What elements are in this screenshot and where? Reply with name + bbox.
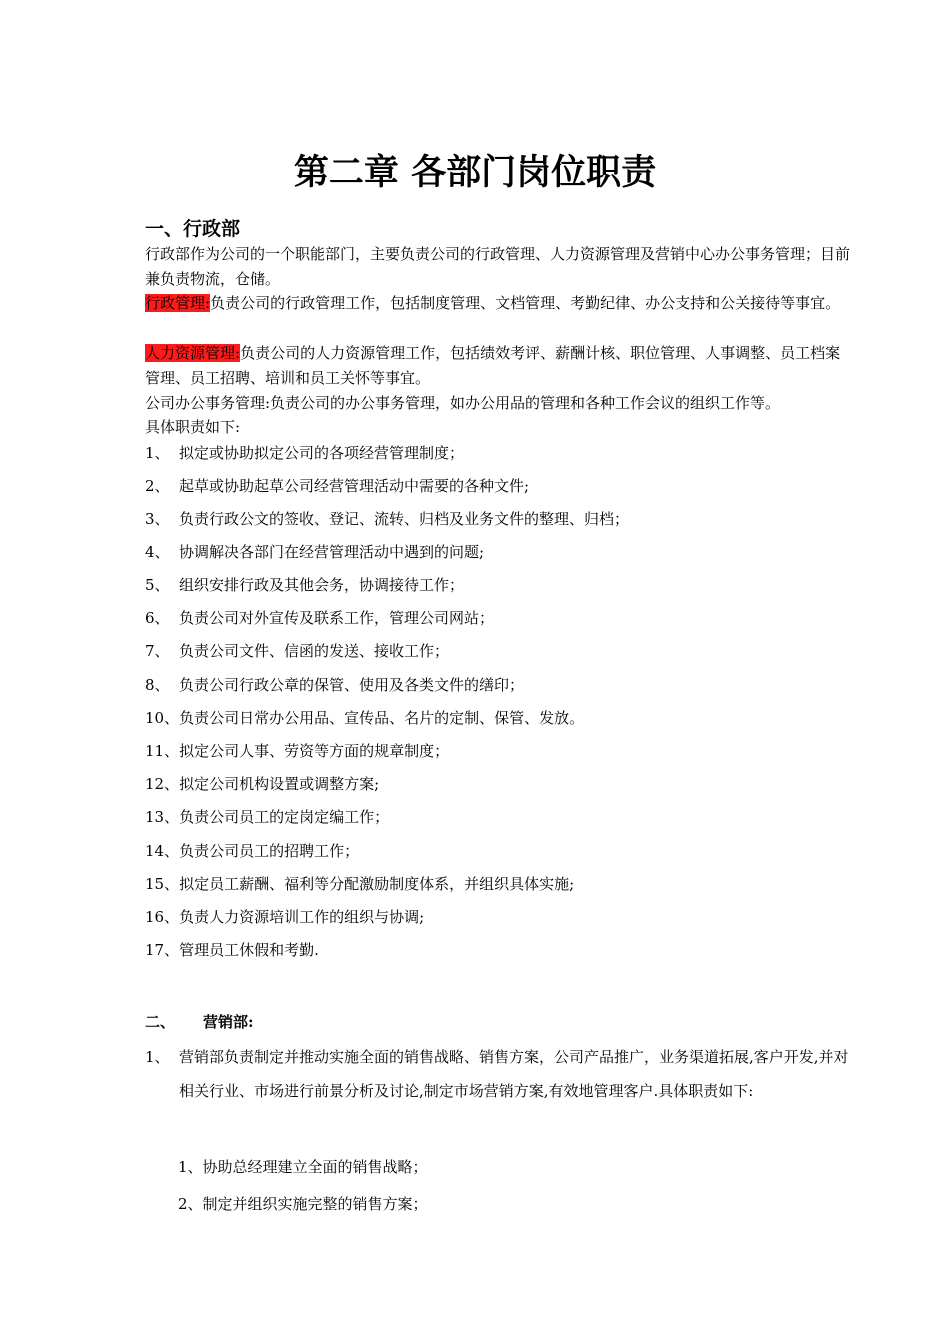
- list-item: 10、负责公司日常办公用品、宣传品、名片的定制、保管、发放。: [145, 709, 585, 727]
- hr-management-label: 人力资源管理:: [145, 344, 241, 362]
- hr-management-text: 负责公司的人力资源管理工作，包括绩效考评、薪酬计核、职位管理、人事调整、员工档案管理、员工招聘、培训和员工关怀等事宜。: [145, 344, 841, 387]
- marketing-item-1: 1、 营销部负责制定并推动实施全面的销售战略、销售方案，公司产品推广，业务渠道拓展,客户开发,并对相关行业、市场进行前景分析及讨论,制定市场营销方案,有效地管理客户.具体职责如下:: [145, 1048, 849, 1100]
- list-item: 8、 负责公司行政公章的保管、使用及各类文件的缮印；: [145, 676, 525, 694]
- list-item: 4、 协调解决各部门在经营管理活动中遇到的问题;: [145, 543, 485, 561]
- list-item: 17、管理员工休假和考勤.: [145, 941, 319, 959]
- list-item: 1、 拟定或协助拟定公司的各项经营管理制度；: [145, 444, 465, 462]
- list-item: 6、 负责公司对外宣传及联系工作，管理公司网站；: [145, 609, 495, 627]
- list-item: 5、 组织安排行政及其他会务，协调接待工作；: [145, 576, 465, 594]
- list-item: 14、负责公司员工的招聘工作；: [145, 842, 360, 860]
- section-heading-marketing: 二、 营销部:: [145, 1013, 254, 1031]
- office-affairs-paragraph: 公司办公事务管理:负责公司的办公事务管理，如办公用品的管理和各种工作会议的组织工作等。: [145, 394, 781, 412]
- list-item: 7、 负责公司文件、信函的发送、接收工作；: [145, 642, 450, 660]
- section-heading-admin: 一、行政部: [145, 218, 241, 240]
- list-item: 15、拟定员工薪酬、福利等分配激励制度体系，并组织具体实施;: [145, 875, 575, 893]
- hr-management-paragraph: [145, 341, 850, 391]
- marketing-subitem: 1、协助总经理建立全面的销售战略；: [178, 1158, 428, 1176]
- admin-management-label: 行政管理:: [145, 294, 211, 312]
- marketing-subitem: 2、制定并组织实施完整的销售方案；: [178, 1195, 428, 1213]
- list-item: 13、负责公司员工的定岗定编工作；: [145, 808, 390, 826]
- admin-management-paragraph: [145, 291, 850, 316]
- section-intro: 行政部作为公司的一个职能部门，主要负责公司的行政管理、人力资源管理及营销中心办公事务管理；目前兼负责物流，仓储。: [145, 245, 851, 288]
- list-item: 2、 起草或协助起草公司经营管理活动中需要的各种文件;: [145, 477, 530, 495]
- list-item: 12、拟定公司机构设置或调整方案;: [145, 775, 380, 793]
- list-item: 16、负责人力资源培训工作的组织与协调;: [145, 908, 425, 926]
- duties-intro: 具体职责如下:: [145, 418, 241, 436]
- list-item: 11、拟定公司人事、劳资等方面的规章制度；: [145, 742, 450, 760]
- admin-management-text: 负责公司的行政管理工作，包括制度管理、文档管理、考勤纪律、办公支持和公关接待等事宜。: [210, 294, 841, 312]
- list-item: 3、 负责行政公文的签收、登记、流转、归档及业务文件的整理、归档；: [145, 510, 630, 528]
- chapter-title: 第二章 各部门岗位职责: [293, 153, 657, 193]
